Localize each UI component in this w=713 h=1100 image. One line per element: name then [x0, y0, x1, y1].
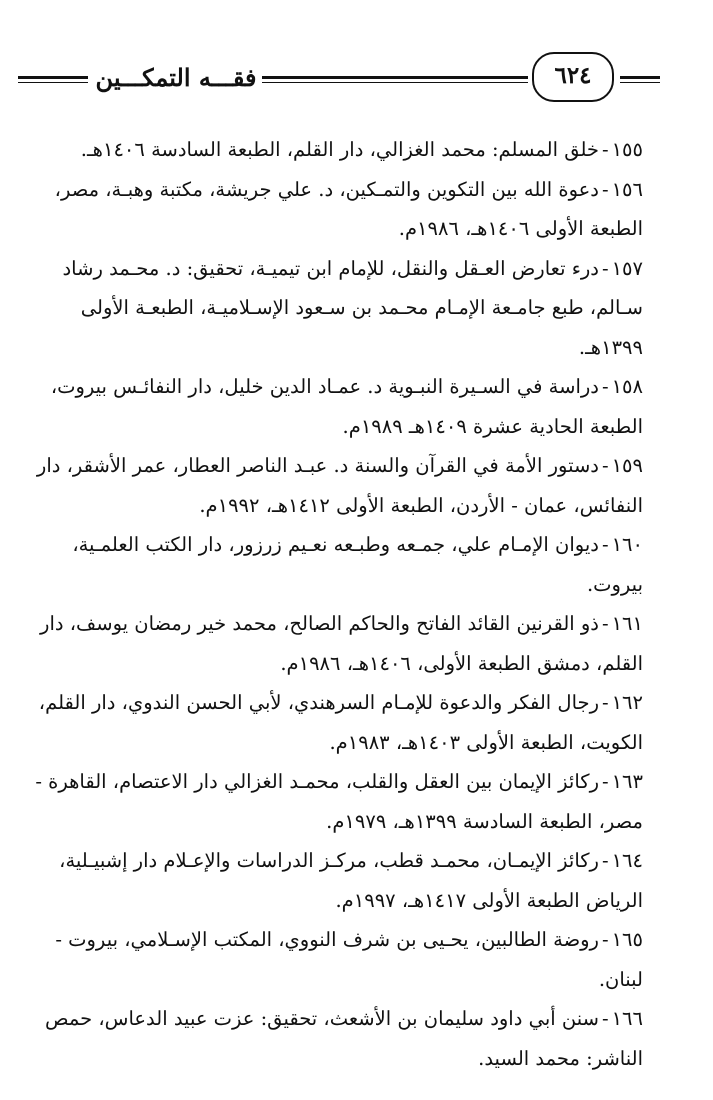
page-number: ٦٢٤: [532, 52, 614, 102]
entry-text: ركائز الإيمان بين العقل والقلب، محمـد الغزالي دار الاعتصام، القاهرة - مصر، الطبعة السادسة ١٣٩٩هـ، ١٩٧٩م.: [35, 770, 643, 833]
bibliography-entry: ١٦٥-روضة الطالبين، يحـيى بن شرف النووي، المكتب الإسـلامي، بيروت - لبنان.: [55, 928, 643, 991]
header-rule-middle: [262, 76, 528, 79]
entry-text: دستور الأمة في القرآن والسنة د. عبـد الناصر العطار، عمر الأشقر، دار النفائس، عمان - الأردن، الطبعة الأولى ١٤١٢هـ، ١٩٩٢م.: [36, 454, 643, 517]
entry-text: درء تعارض العـقل والنقل، للإمام ابن تيميـة، تحقيق: د. محـمد رشاد سـالم، طبع جامـعة الإمـام محـمد بن سـعود الإسـلاميـة، الطبعـة الأولى ١٣٩٩هـ.: [62, 256, 643, 359]
entry-text: روضة الطالبين، يحـيى بن شرف النووي، المكتب الإسـلامي، بيروت - لبنان.: [55, 928, 643, 991]
entry-number: ١٥٧: [611, 256, 643, 280]
header-rule-right: [620, 76, 660, 79]
header-rule-left: [18, 76, 88, 79]
entry-number: ١٥٨: [611, 375, 643, 398]
entry-number: ١٦٠: [611, 533, 643, 556]
entry-text: دعوة الله بين التكوين والتمـكين، د. علي جريشة، مكتبة وهبـة، مصر، الطبعة الأولى ١٤٠٦هـ، ١٩٨٦م.: [54, 177, 643, 240]
entry-number: ١٦٦: [611, 1007, 643, 1030]
entry-number: ١٦٤: [611, 849, 643, 872]
entry-number: ١٥٥: [611, 138, 643, 161]
bibliography-entry: ١٥٩-دستور الأمة في القرآن والسنة د. عبـد الناصر العطار، عمر الأشقر، دار النفائس، عمان - الأردن، الطبعة الأولى ١٤١٢هـ، ١٩٩٢م.: [36, 454, 643, 517]
bibliography-entry: ١٦٦-سنن أبي داود سليمان بن الأشعث، تحقيق: عزت عبيد الدعاس، حمص الناشر: محمد السيد.: [44, 1007, 643, 1070]
bibliography-entry: ١٥٧-درء تعارض العـقل والنقل، للإمام ابن تيميـة، تحقيق: د. محـمد رشاد سـالم، طبع جامـعة الإمـام محـمد بن سـعود الإسـلاميـة، الطبعـة الأولى ١٣٩٩هـ.: [62, 256, 643, 359]
bibliography-entry: ١٦٣-ركائز الإيمان بين العقل والقلب، محمـد الغزالي دار الاعتصام، القاهرة - مصر، الطبعة السادسة ١٣٩٩هـ، ١٩٧٩م.: [35, 770, 643, 833]
entry-text: ركائز الإيمـان، محمـد قطب، مركـز الدراسات والإعـلام دار إشبيـلية، الرياض الطبعة الأولى ١٤١٧هـ، ١٩٩٧م.: [59, 849, 643, 912]
bibliography-entry: ١٦٢-رجال الفكر والدعوة للإمـام السرهندي، لأبي الحسن الندوي، دار القلم، الكويت، الطبعة الأولى ١٤٠٣هـ، ١٩٨٣م.: [38, 691, 643, 754]
bibliography-entry: ١٥٦-دعوة الله بين التكوين والتمـكين، د. علي جريشة، مكتبة وهبـة، مصر، الطبعة الأولى ١٤٠٦هـ، ١٩٨٦م.: [54, 177, 643, 240]
entry-number: ١٥٦: [611, 177, 643, 201]
bibliography-entry: ١٦١-ذو القرنين القائد الفاتح والحاكم الصالح، محمد خير رمضان يوسف، دار القلم، دمشق الطبعة الأولى، ١٤٠٦هـ، ١٩٨٦م.: [40, 612, 643, 675]
entry-number: ١٥٩: [611, 454, 643, 477]
page-header: [18, 52, 701, 108]
entry-text: دراسة في السـيرة النبـوية د. عمـاد الدين خليل، دار النفائـس بيروت، الطبعة الحادية عشرة ١٤٠٩هـ ١٩٨٩م.: [50, 375, 643, 438]
entry-number: ١٦٣: [611, 770, 643, 793]
entry-text: ذو القرنين القائد الفاتح والحاكم الصالح، محمد خير رمضان يوسف، دار القلم، دمشق الطبعة الأولى، ١٤٠٦هـ، ١٩٨٦م.: [40, 612, 643, 675]
bibliography-list: [20, 130, 645, 1078]
bibliography-entry: ١٦٤-ركائز الإيمـان، محمـد قطب، مركـز الدراسات والإعـلام دار إشبيـلية، الرياض الطبعة الأولى ١٤١٧هـ، ١٩٩٧م.: [59, 849, 643, 912]
bibliography-entry: ١٥٨-دراسة في السـيرة النبـوية د. عمـاد الدين خليل، دار النفائـس بيروت، الطبعة الحادية عشرة ١٤٠٩هـ ١٩٨٩م.: [50, 375, 643, 438]
entry-text: ديوان الإمـام علي، جمـعه وطبـعه نعـيم زرزور، دار الكتب العلمـية، بيروت.: [72, 533, 643, 596]
running-title: فقـــه التمكـــين: [95, 63, 257, 92]
bibliography-entry: ١٥٥-خلق المسلم: محمد الغزالي، دار القلم، الطبعة السادسة ١٤٠٦هـ.: [80, 138, 643, 161]
entry-text: رجال الفكر والدعوة للإمـام السرهندي، لأبي الحسن الندوي، دار القلم، الكويت، الطبعة الأولى ١٤٠٣هـ، ١٩٨٣م.: [38, 691, 643, 754]
bibliography-entry: ١٦٠-ديوان الإمـام علي، جمـعه وطبـعه نعـيم زرزور، دار الكتب العلمـية، بيروت.: [72, 533, 643, 596]
entry-number: ١٦٥: [611, 928, 643, 951]
entry-number: ١٦٢: [611, 691, 643, 714]
entry-text: سنن أبي داود سليمان بن الأشعث، تحقيق: عزت عبيد الدعاس، حمص الناشر: محمد السيد.: [44, 1007, 643, 1070]
entry-text: خلق المسلم: محمد الغزالي، دار القلم، الطبعة السادسة ١٤٠٦هـ.: [80, 138, 599, 161]
entry-number: ١٦١: [611, 612, 643, 635]
